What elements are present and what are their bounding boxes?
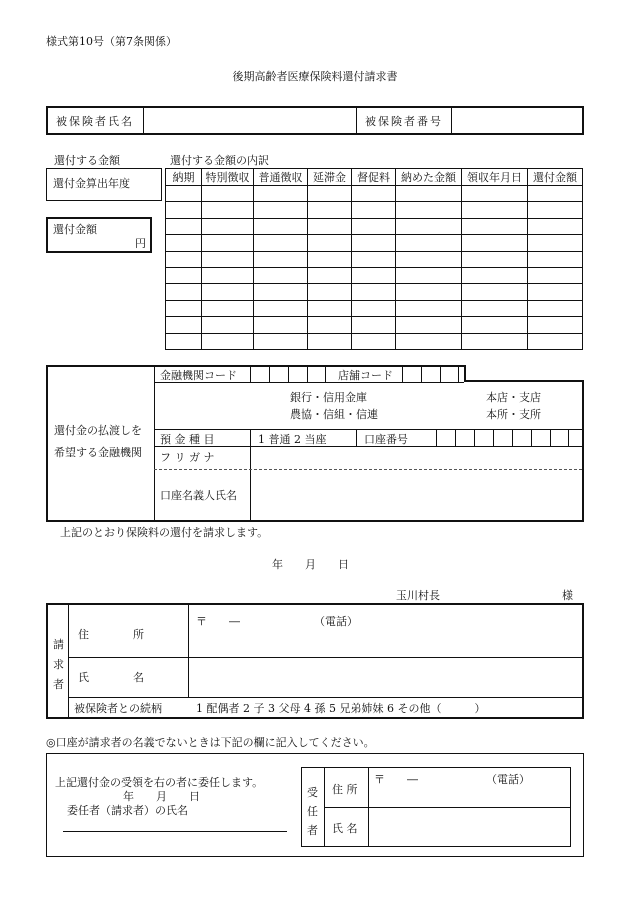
breakdown-cell[interactable] [254, 333, 308, 349]
addressee-suffix: 様 [562, 589, 573, 602]
breakdown-cell[interactable] [202, 186, 254, 202]
breakdown-cell[interactable] [308, 202, 352, 218]
claimant-name-label: 氏 名 [78, 671, 144, 684]
breakdown-cell[interactable] [352, 202, 396, 218]
breakdown-cell[interactable] [202, 333, 254, 349]
breakdown-cell[interactable] [254, 251, 308, 267]
breakdown-row [166, 186, 583, 202]
breakdown-cell[interactable] [528, 284, 583, 300]
breakdown-row [166, 235, 583, 251]
digit-box[interactable] [402, 367, 421, 382]
breakdown-cell[interactable] [396, 186, 462, 202]
header-noki: 納期 [166, 169, 202, 186]
breakdown-row [166, 251, 583, 267]
breakdown-cell[interactable] [462, 202, 528, 218]
breakdown-cell[interactable] [462, 317, 528, 333]
breakdown-cell[interactable] [396, 333, 462, 349]
breakdown-cell[interactable] [352, 235, 396, 251]
breakdown-cell[interactable] [352, 333, 396, 349]
breakdown-cell[interactable] [254, 317, 308, 333]
digit-box[interactable] [531, 429, 550, 446]
breakdown-cell[interactable] [202, 267, 254, 283]
breakdown-row [166, 300, 583, 316]
digit-box[interactable] [307, 367, 326, 382]
account-type-label: 預 金 種 目 [160, 433, 215, 446]
breakdown-cell[interactable] [528, 317, 583, 333]
digit-box[interactable] [269, 367, 288, 382]
bank-types-2: 農協・信組・信連 [290, 408, 378, 421]
agent-name-field[interactable] [369, 808, 569, 846]
account-type-options[interactable]: 1 普通 2 当座 [258, 433, 327, 446]
insured-number-label: 被保険者番号 [365, 115, 443, 128]
insured-name-label-cell [48, 108, 144, 133]
page-title: 後期高齢者医療保険料還付請求書 [232, 70, 398, 83]
breakdown-cell[interactable] [166, 218, 202, 234]
request-date: 年 月 日 [272, 558, 349, 571]
agent-label: 受任者 [307, 786, 318, 837]
digit-box[interactable] [474, 429, 493, 446]
breakdown-section-label: 還付する金額の内訳 [170, 154, 269, 167]
header-special: 特別徴収 [202, 169, 254, 186]
insured-number-label-cell [356, 108, 452, 133]
header-reminder-fee: 督促料 [352, 169, 396, 186]
header-normal: 普通徴収 [254, 169, 308, 186]
breakdown-cell[interactable] [166, 186, 202, 202]
breakdown-cell[interactable] [166, 284, 202, 300]
agent-postal-mark: 〒 ― [374, 773, 418, 786]
breakdown-cell[interactable] [308, 218, 352, 234]
breakdown-row [166, 202, 583, 218]
breakdown-cell[interactable] [308, 186, 352, 202]
insured-info-box [46, 106, 584, 135]
breakdown-cell[interactable] [202, 284, 254, 300]
breakdown-cell[interactable] [462, 235, 528, 251]
breakdown-cell[interactable] [462, 267, 528, 283]
header-paid-amount: 納めた金額 [396, 169, 462, 186]
breakdown-cell[interactable] [166, 235, 202, 251]
breakdown-cell[interactable] [254, 186, 308, 202]
digit-box[interactable] [550, 429, 569, 446]
agent-name-label: 氏 名 [332, 822, 358, 835]
breakdown-cell[interactable] [528, 218, 583, 234]
account-number-label: 口座番号 [364, 433, 408, 446]
breakdown-cell[interactable] [462, 251, 528, 267]
breakdown-cell[interactable] [166, 317, 202, 333]
breakdown-row [166, 218, 583, 234]
claimant-side-label: 請求者 [53, 638, 64, 691]
breakdown-cell[interactable] [202, 251, 254, 267]
breakdown-body [166, 186, 583, 350]
bank-code-label: 金融機関コード [160, 369, 237, 382]
breakdown-cell[interactable] [352, 251, 396, 267]
delegation-note: ◎口座が請求者の名義でないときは下記の欄に記入してください。 [46, 736, 375, 749]
agent-box [301, 767, 571, 847]
breakdown-row [166, 284, 583, 300]
breakdown-cell[interactable] [202, 300, 254, 316]
breakdown-cell[interactable] [352, 317, 396, 333]
breakdown-cell[interactable] [308, 300, 352, 316]
request-text: 上記のとおり保険料の還付を請求します。 [60, 526, 269, 539]
breakdown-cell[interactable] [528, 186, 583, 202]
breakdown-cell[interactable] [528, 300, 583, 316]
breakdown-row [166, 267, 583, 283]
digit-box[interactable] [440, 367, 459, 382]
breakdown-cell[interactable] [308, 317, 352, 333]
breakdown-cell[interactable] [202, 202, 254, 218]
agent-address-field[interactable] [369, 768, 569, 807]
insured-name-field[interactable] [144, 108, 356, 133]
refund-year-box[interactable] [46, 168, 162, 201]
bank-side-label-1: 還付金の払渡しを [54, 424, 142, 437]
delegator-label: 委任者（請求者）の氏名 [67, 804, 188, 817]
breakdown-cell[interactable] [202, 218, 254, 234]
breakdown-cell[interactable] [254, 202, 308, 218]
breakdown-row [166, 333, 583, 349]
breakdown-cell[interactable] [396, 267, 462, 283]
form-number: 様式第10号（第7条関係） [46, 35, 177, 48]
breakdown-cell[interactable] [396, 300, 462, 316]
breakdown-cell[interactable] [352, 267, 396, 283]
breakdown-cell[interactable] [352, 284, 396, 300]
claimant-address-label: 住 所 [78, 628, 144, 641]
breakdown-cell[interactable] [352, 218, 396, 234]
delegation-section [46, 753, 584, 857]
breakdown-cell[interactable] [166, 333, 202, 349]
refund-year-label: 還付金算出年度 [53, 177, 130, 190]
branch-types-1: 本店・支店 [486, 391, 541, 404]
bank-types-1: 銀行・信用金庫 [290, 391, 367, 404]
digit-box[interactable] [250, 367, 269, 382]
breakdown-cell[interactable] [254, 218, 308, 234]
insured-number-field[interactable] [452, 108, 582, 133]
digit-box[interactable] [421, 367, 440, 382]
breakdown-cell[interactable] [254, 235, 308, 251]
header-receipt-date: 領収年月日 [462, 169, 528, 186]
refund-section-label: 還付する金額 [54, 154, 120, 167]
claimant-name-field[interactable] [189, 658, 582, 697]
breakdown-cell[interactable] [528, 267, 583, 283]
digit-box[interactable] [455, 429, 474, 446]
refund-amount-label: 還付金額 [53, 223, 97, 236]
breakdown-cell[interactable] [308, 284, 352, 300]
claimant-section [46, 603, 584, 719]
breakdown-cell[interactable] [202, 317, 254, 333]
breakdown-cell[interactable] [462, 186, 528, 202]
delegation-date: 年 月 日 [123, 790, 200, 803]
digit-box[interactable] [436, 429, 455, 446]
breakdown-cell[interactable] [528, 333, 583, 349]
yen-unit: 円 [135, 237, 146, 250]
claimant-phone-label: （電話） [314, 615, 358, 628]
breakdown-cell[interactable] [396, 202, 462, 218]
breakdown-cell[interactable] [396, 284, 462, 300]
breakdown-row [166, 317, 583, 333]
addressee: 玉川村長 [396, 589, 440, 602]
breakdown-cell[interactable] [462, 300, 528, 316]
refund-amount-box[interactable] [46, 217, 152, 253]
claimant-address-field[interactable] [189, 605, 582, 657]
holder-label: 口座名義人氏名 [160, 489, 237, 502]
delegation-text: 上記還付金の受領を右の者に委任します。 [55, 776, 264, 789]
breakdown-cell[interactable] [166, 300, 202, 316]
breakdown-cell[interactable] [166, 267, 202, 283]
header-delinquency: 延滞金 [308, 169, 352, 186]
header-refund-amount: 還付金額 [528, 169, 583, 186]
bank-side-label-2: 希望する金融機関 [54, 446, 142, 459]
breakdown-cell[interactable] [528, 251, 583, 267]
relation-options[interactable]: 1 配偶者 2 子 3 父母 4 孫 5 兄弟姉妹 6 その他（ ） [196, 702, 486, 715]
branch-types-2: 本所・支所 [486, 408, 541, 421]
breakdown-cell[interactable] [202, 235, 254, 251]
furigana-field[interactable] [250, 451, 580, 465]
breakdown-cell[interactable] [396, 235, 462, 251]
delegator-signature-line[interactable] [63, 831, 287, 832]
breakdown-cell[interactable] [528, 202, 583, 218]
breakdown-cell[interactable] [396, 218, 462, 234]
breakdown-cell[interactable] [308, 235, 352, 251]
agent-phone-label: （電話） [486, 773, 530, 786]
breakdown-cell[interactable] [396, 251, 462, 267]
breakdown-cell[interactable] [352, 300, 396, 316]
breakdown-header-row [166, 169, 583, 186]
branch-code-label: 店舗コード [338, 369, 393, 382]
breakdown-cell[interactable] [528, 235, 583, 251]
breakdown-cell[interactable] [166, 251, 202, 267]
breakdown-cell[interactable] [254, 300, 308, 316]
breakdown-cell[interactable] [308, 333, 352, 349]
digit-box[interactable] [512, 429, 531, 446]
breakdown-cell[interactable] [254, 267, 308, 283]
claimant-postal-mark: 〒 ― [196, 615, 240, 628]
breakdown-cell[interactable] [166, 202, 202, 218]
digit-box[interactable] [493, 429, 512, 446]
breakdown-cell[interactable] [462, 284, 528, 300]
breakdown-cell[interactable] [352, 186, 396, 202]
digit-box[interactable] [288, 367, 307, 382]
breakdown-cell[interactable] [462, 333, 528, 349]
relation-label: 被保険者との続柄 [74, 702, 162, 715]
breakdown-cell[interactable] [462, 218, 528, 234]
holder-name-field[interactable] [250, 471, 580, 519]
breakdown-table [165, 168, 583, 350]
insured-name-label: 被保険者氏名 [56, 115, 134, 128]
breakdown-cell[interactable] [254, 284, 308, 300]
furigana-label: フ リ ガ ナ [160, 451, 215, 464]
breakdown-cell[interactable] [396, 317, 462, 333]
bank-section [46, 365, 584, 522]
agent-address-label: 住 所 [332, 783, 358, 796]
breakdown-cell[interactable] [308, 251, 352, 267]
breakdown-cell[interactable] [308, 267, 352, 283]
